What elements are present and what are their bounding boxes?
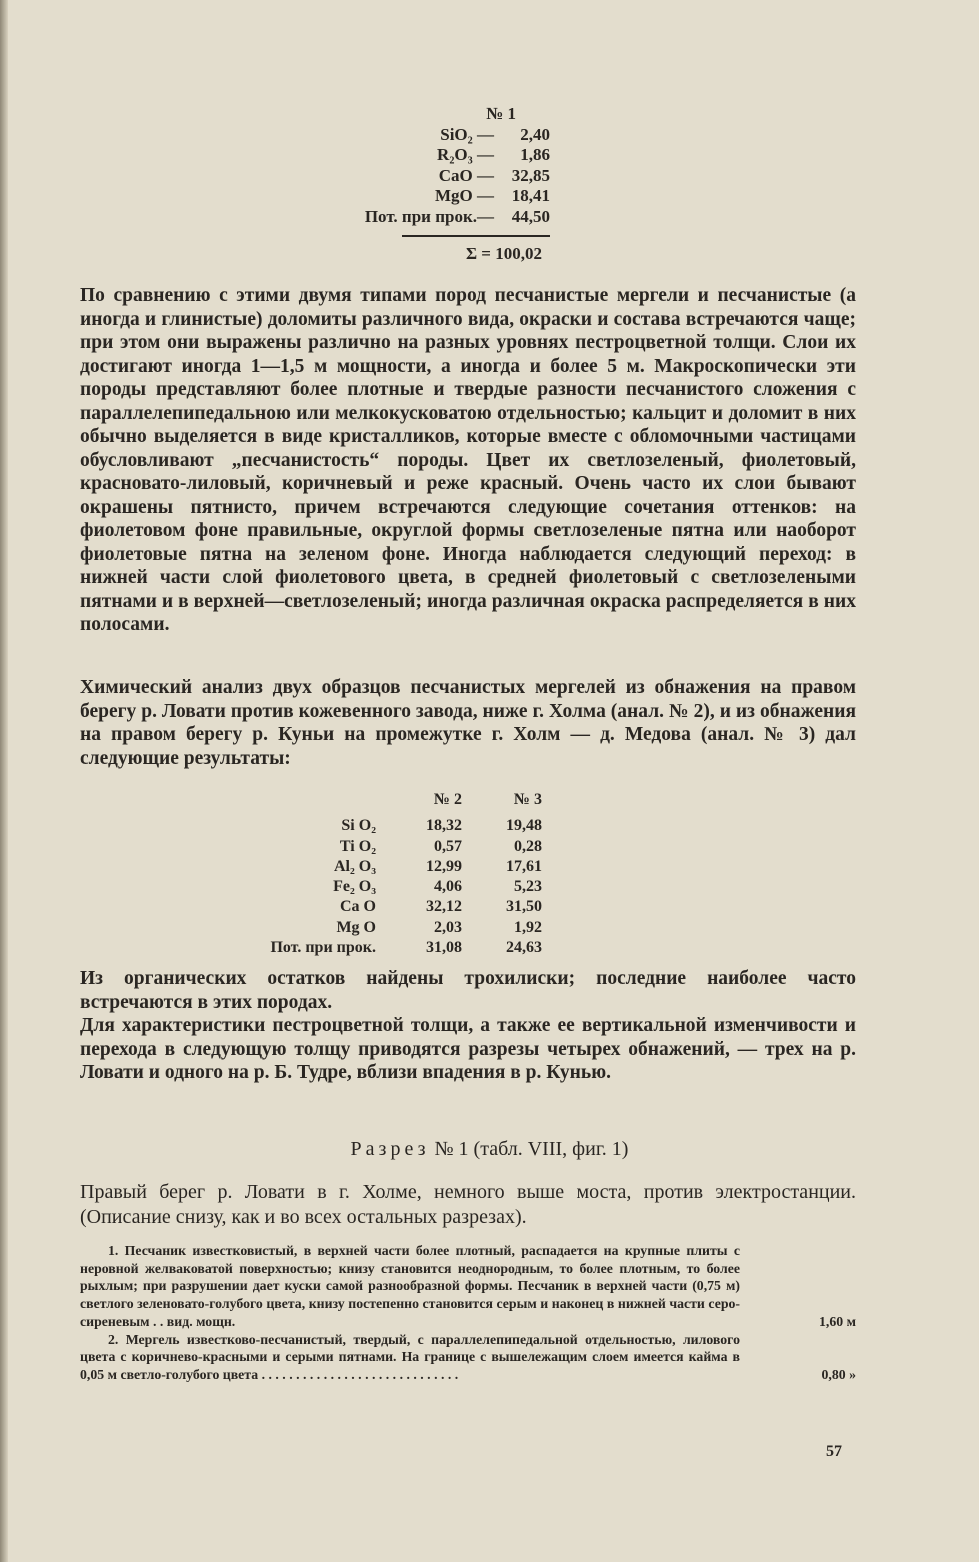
analysis-1-value: 32,85 [511, 165, 550, 185]
analysis-1-heading: № 1 [486, 104, 516, 123]
table-cell-2: 4,06 [434, 878, 462, 896]
paragraph-comparison: По сравнению с этими двумя типами пород песчанистые мергели и песчанистые (а иногда и глинистые) доломиты различного вида, окраски и состава встречаются чаще; при этом они выражены различно на разных уровнях пестроцветной толщи. Слои их достигают иногда 1—1,5 м мощности, а иногда и более 5 м. Макроскопически эти породы представляют более плотные и твердые разности песчанистого сложения с параллелепипедальною или мелкокусковатою отдельностью; кальцит и доломит в них обычно выделяется в виде кристалликов, которые вместе с обломочными частицами обусловливают „песчанистость“ породы. Цвет их светлозеленый, фиолетовый, красновато-лиловый, коричневый и реже красный. Очень часто их слои бывают окрашены пятнисто, причем встречаются следующие сочетания оттенков: на фиолетовом фоне правильные, округлой формы светлозеленые пятна или наоборот фиолетовые пятна на зеленом фоне. Иногда наблюдается следующий переход: в нижней части слой фиолетового цвета, в средней фиолетовый с светлозелеными пятнами и в верхней—светлозеленый; иногда различная окраска распределяется в них полосами. [80, 285, 856, 635]
analysis-1-value: 1,86 [520, 145, 550, 164]
layer-description [80, 1331, 740, 1384]
paragraph-section-location: Правый берег р. Ловати в г. Холме, немного выше моста, против электростанции. (Описание снизу, как и во всех остальных разрезах). [80, 1181, 856, 1228]
layer-thickness: 0,80 » [821, 1366, 856, 1382]
analysis-1-row [330, 145, 550, 166]
paragraph-sections-intro: Для характеристики пестроцветной толщи, а также ее вертикальной изменчивости и перехода в следующую толщу приводятся разрезы четырех обнажений, — трех на р. Ловати и одного на р. Б. Тудре, вблизи впадения в р. Кунью. [80, 1015, 856, 1083]
table-cell-3: 5,23 [514, 878, 542, 896]
sum-rule [402, 235, 550, 237]
table-cell-3: 31,50 [506, 898, 542, 916]
table-header-row [226, 790, 542, 816]
page-number: 57 [826, 1443, 842, 1460]
table-row [226, 918, 542, 938]
table-header-2: № 2 [433, 791, 462, 808]
table-row [226, 897, 542, 917]
table-cell-3: 1,92 [514, 918, 542, 936]
analysis-1-label: Пот. при прок.— [364, 206, 494, 226]
list-item [80, 1331, 856, 1384]
section-heading [0, 1138, 979, 1161]
table-row [226, 877, 542, 897]
analysis-1-row [330, 125, 550, 146]
table-header-empty [226, 790, 382, 816]
table-row-label: Пот. при прок. [270, 939, 376, 957]
analysis-1-label: CaO — [438, 165, 494, 185]
table-cell-3: 17,61 [506, 857, 542, 875]
table-row [226, 857, 542, 877]
analysis-1-row [330, 166, 550, 187]
table-row-label: Ca O [340, 898, 376, 916]
table-cell-2: 31,08 [426, 939, 462, 957]
table-row-label: Ti O₂ [339, 837, 376, 855]
table-row [226, 816, 542, 836]
table-cell-2: 2,03 [434, 918, 462, 936]
table-row [226, 837, 542, 857]
analysis-1-block [330, 104, 550, 265]
table-cell-2: 18,32 [426, 817, 462, 835]
table-row-label: Fe₂ O₃ [333, 878, 376, 896]
analysis-1-value: 2,40 [520, 124, 550, 144]
analysis-1-value: 44,50 [511, 206, 550, 226]
analysis-1-value: 18,41 [511, 186, 550, 205]
layer-thickness: 1,60 м [819, 1313, 856, 1329]
table-row-label: Al₂ O₃ [333, 857, 376, 875]
table-header-3: № 3 [513, 791, 542, 808]
table-cell-2: 32,12 [426, 898, 462, 916]
paragraph-organic-remains: Из органических остатков найдены трохилиски; последние наиболее часто встречаются в этих породах. [80, 968, 856, 1013]
section-layers-list [80, 1242, 856, 1384]
table-row-label: Mg O [336, 918, 376, 936]
page-edge-shadow [0, 0, 8, 1562]
table-cell-3: 19,48 [506, 817, 542, 835]
analysis-1-row [330, 186, 550, 207]
analysis-2-3-table [226, 790, 542, 958]
analysis-1-label: SiO₂ — [440, 124, 494, 144]
table-cell-2: 0,57 [434, 837, 462, 855]
table-cell-3: 24,63 [506, 939, 542, 957]
paragraph-chemical-analysis: Химический анализ двух образцов песчанистых мергелей из обнажения на правом берегу р. Ловати против кожевенного завода, ниже г. Холма (анал. № 2), и из обнажения на правом берегу р. Куньи на промежутке г. Холм — д. Медова (анал. № 3) дал следующие результаты: [80, 677, 856, 769]
table-row-label: Si O₂ [341, 817, 376, 835]
analysis-1-label: R₂O₃ — [437, 145, 494, 164]
analysis-1-label: MgO — [434, 186, 494, 205]
section-heading-word: Разрез [350, 1138, 430, 1160]
table-cell-3: 0,28 [514, 837, 542, 855]
layer-description [80, 1242, 740, 1331]
section-heading-rest: № 1 (табл. VIII, фиг. 1) [434, 1138, 629, 1160]
table-cell-2: 12,99 [426, 857, 462, 875]
analysis-1-sum: Σ = 100,02 [465, 244, 542, 263]
layer-text: 2. Мергель известково-песчанистый, твердый, с параллелепипедальной отдельностью, лилового цвета с коричнево-красными и серыми пятнами. На границе с вышележащим слоем имеется кайма в 0,05 м светло-голубого цвета . . . . . . . . . . . . . . . . . . . . . . . . . . . . . [80, 1331, 740, 1382]
list-item [80, 1242, 856, 1331]
analysis-1-row [330, 207, 550, 228]
layer-text: 1. Песчаник известковистый, в верхней части более плотный, распадается на крупные плиты с неровной желваковатой поверхностью; книзу становится неоднородным, то более плотным, то более рыхлым; при разрушении дает куски самой разнообразной формы. Песчаник в верхней части (0,75 м) светлого зеленовато-голубого цвета, книзу постепенно становится серым и наконец в нижней части серо-сиреневым . . вид. мощн. [80, 1243, 740, 1329]
table-row [226, 938, 542, 958]
